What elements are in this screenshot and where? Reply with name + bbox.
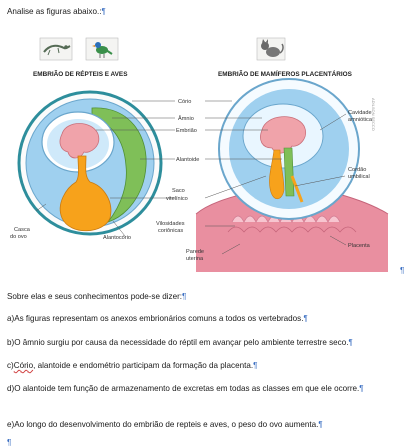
pilcrow-mark: ¶ [182, 292, 187, 301]
option-a-text: a)As figuras representam os anexos embrionários comuns a todos os vertebrados. [7, 314, 304, 323]
label-parede-1: Parede [186, 249, 205, 255]
label-vilosidades-1: Vilosidades [156, 221, 185, 227]
trailing-pilcrow [7, 437, 11, 448]
option-d-text: d)O alantoide tem função de armazenamento de excretas em todas as classes em que ele ocorre. [7, 384, 360, 393]
label-cordao-2: umbilical [348, 174, 370, 180]
option-c [7, 360, 257, 371]
label-corio: Cório [178, 99, 192, 105]
pilcrow-mark: ¶ [348, 338, 353, 347]
option-c-rest: , alantoide e endométrio participam da formação da placenta. [33, 361, 254, 370]
pilcrow-mark: ¶ [400, 266, 405, 275]
label-cavidade-1: Cavidade [348, 110, 372, 116]
figure-end-pilcrow [400, 265, 404, 276]
left-figure-title: EMBRIÃO DE RÉPTEIS E AVES [33, 71, 128, 78]
cat-icon [257, 38, 285, 60]
label-parede-2: uterina [186, 256, 204, 262]
pilcrow-mark: ¶ [318, 420, 323, 429]
question-text: Sobre elas e seus conhecimentos pode-se dizer: [7, 292, 183, 301]
label-saco-2: vitelínico [166, 196, 188, 202]
watermark-text: ADILSON SECCO [371, 98, 376, 131]
option-b-text: b)O âmnio surgiu por causa da necessidade do réptil em avançar pelo ambiente terrestre seco. [7, 338, 349, 347]
option-c-prefix: c) [7, 361, 14, 370]
option-b [7, 337, 353, 348]
label-cordao-1: Cordão [348, 167, 367, 173]
pilcrow-mark: ¶ [253, 361, 258, 370]
bird-icon [86, 38, 118, 60]
option-d [7, 383, 407, 394]
spellcheck-flagged-word[interactable]: Cório [13, 361, 34, 370]
label-placenta: Placenta [348, 243, 370, 249]
label-saco-1: Saco [172, 188, 185, 194]
label-alantocorio: Alantocório [103, 235, 131, 241]
lizard-icon [40, 38, 72, 60]
label-cavidade-2: amniótica [348, 117, 372, 123]
option-e [7, 419, 323, 430]
label-casca-1: Casca [14, 227, 30, 233]
option-a [7, 313, 308, 324]
intro-text: Analise as figuras abaixo.: [7, 7, 102, 16]
egg-diagram [19, 92, 161, 234]
question-paragraph [7, 291, 186, 302]
label-embriao: Embrião [176, 128, 197, 134]
pilcrow-mark: ¶ [359, 384, 364, 393]
option-e-text: e)Ao longo do desenvolvimento do embrião de repteis e aves, o peso do ovo aumenta. [7, 420, 319, 429]
pilcrow-mark: ¶ [303, 314, 308, 323]
label-vilosidades-2: coriônicas [158, 228, 184, 234]
pilcrow-mark: ¶ [101, 7, 106, 16]
pilcrow-mark: ¶ [7, 438, 12, 447]
intro-paragraph [7, 6, 106, 17]
right-figure-title: EMBRIÃO DE MAMÍFEROS PLACENTÁRIOS [218, 71, 352, 78]
label-casca-2: do ovo [10, 234, 27, 240]
label-amnio: Âmnio [178, 116, 194, 122]
embryo-figure [0, 26, 417, 276]
label-alantoide: Alantoide [176, 157, 200, 163]
